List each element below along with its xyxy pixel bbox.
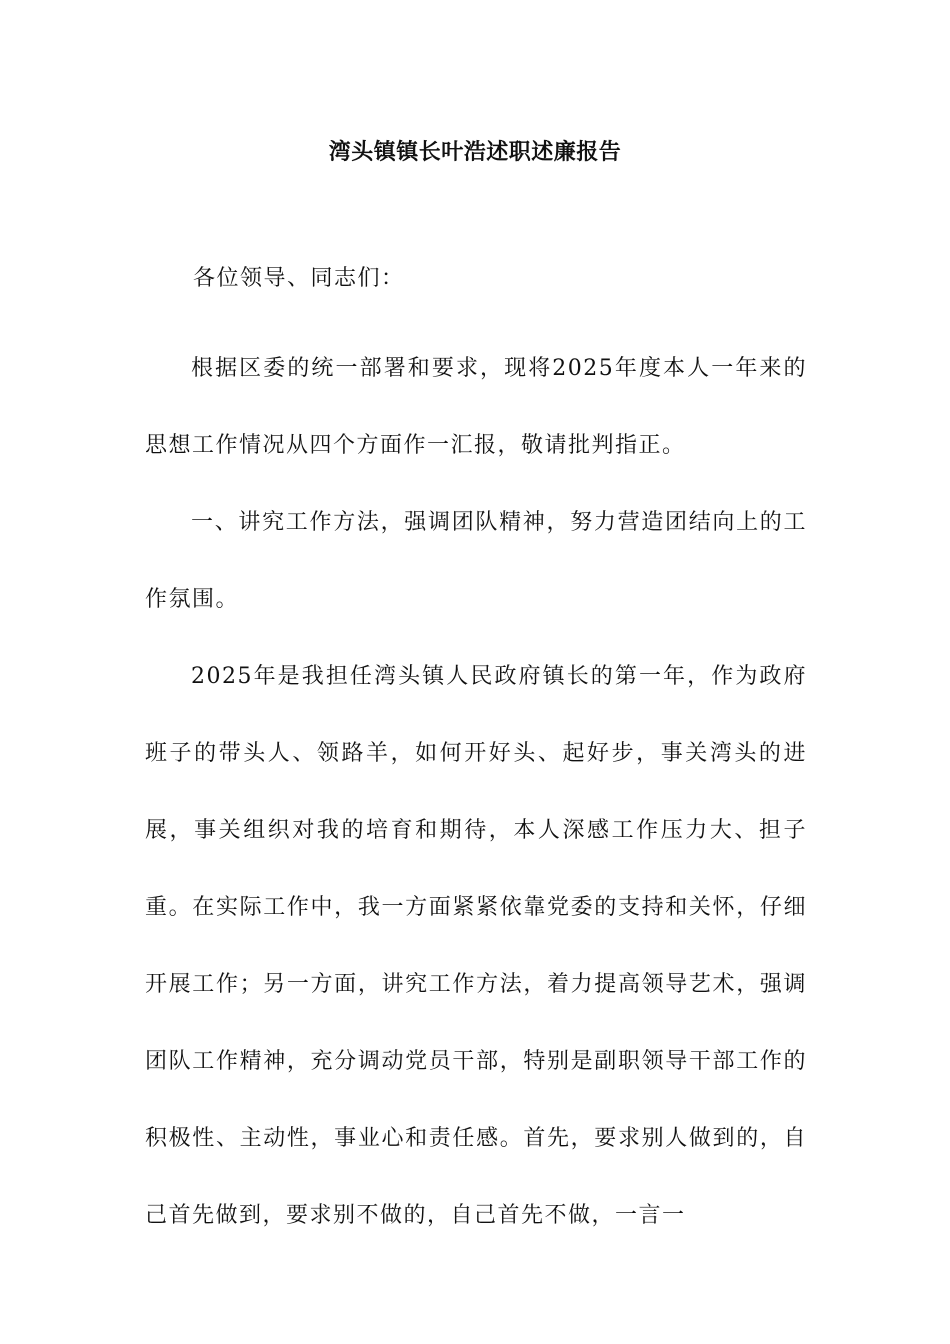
document-body [145,258,807,1254]
paragraph-section-heading-1: 一、讲究工作方法，强调团队精神，努力营造团结向上的工作氛围。 [145,510,807,612]
greeting-line: 各位领导、同志们： [193,266,405,291]
document-title: 湾头镇镇长叶浩述职述廉报告 [328,139,622,165]
paragraph-intro: 根据区委的统一部署和要求，现将2025年度本人一年来的思想工作情况从四个方面作一汇报，敬请批判指正。 [145,356,807,458]
paragraph-section-body-1: 2025年是我担任湾头镇人民政府镇长的第一年，作为政府班子的带头人、领路羊，如何开好头、起好步，事关湾头的进展，事关组织对我的培育和期待，本人深感工作压力大、担子重。在实际工作中，我一方面紧紧依靠党委的支持和关怀，仔细开展工作；另一方面，讲究工作方法，着力提高领导艺术，强调团队工作精神，充分调动党员干部，特别是副职领导干部工作的积极性、主动性，事业心和责任感。首先，要求别人做到的，自己首先做到，要求别不做的，自己首先不做，一言一 [145,664,807,1228]
